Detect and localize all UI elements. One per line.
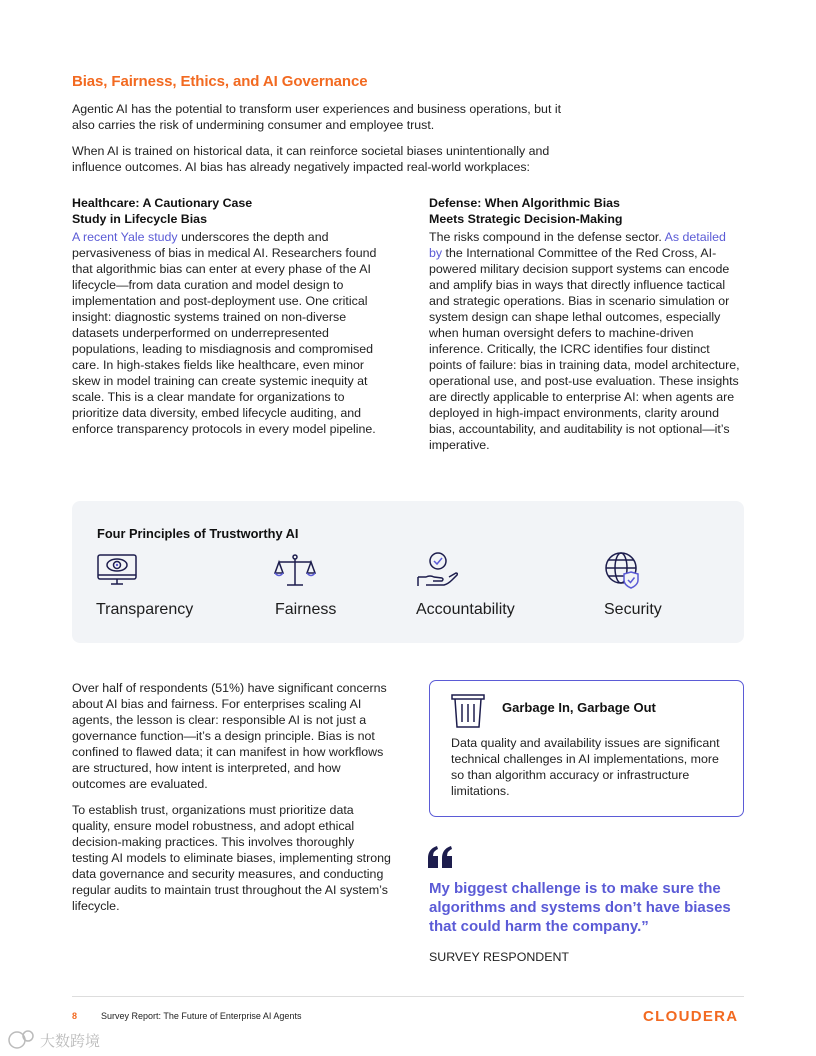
principle-label-security: Security bbox=[604, 601, 662, 618]
intro-paragraph-1: Agentic AI has the potential to transform user experiences and business operations, but it also carries the risk of undermining consumer and employee trust. bbox=[72, 102, 562, 132]
watermark bbox=[6, 1028, 110, 1056]
cloudera-logo: CLOUDERA bbox=[643, 1008, 739, 1025]
trash-can-icon bbox=[451, 691, 485, 734]
section-title: Bias, Fairness, Ethics, and AI Governance bbox=[72, 73, 368, 90]
footer-divider bbox=[72, 996, 744, 997]
principle-transparency bbox=[96, 551, 140, 589]
globe-shield-icon bbox=[604, 551, 644, 591]
hand-check-icon bbox=[416, 551, 460, 591]
defense-body-text: the International Committee of the Red Cross, AI-powered military decision support systems can encode and amplify bias in ways that directly influence tactical and strategic operations. Bias in scenario simulation or system design can shape lethal outcomes, especially when human oversight defers to machine-driven inference. Critically, the ICRC identifies four distinct points of failure: bias in training data, model architecture, operational use, and post-use evaluation. These insights are directly applicable to enterprise AI: when agents are deployed in high-impact environments, clarity around bias, accountability, and auditability is not optional—it’s imperative. bbox=[429, 246, 740, 452]
yale-study-link[interactable]: A recent Yale study bbox=[72, 230, 178, 244]
principle-security bbox=[604, 551, 644, 591]
quote-mark-icon bbox=[428, 846, 454, 873]
defense-body bbox=[429, 229, 741, 453]
principle-label-fairness: Fairness bbox=[275, 601, 337, 618]
monitor-eye-icon bbox=[96, 551, 140, 589]
principle-fairness bbox=[274, 551, 316, 591]
principle-label-accountability: Accountability bbox=[416, 601, 515, 618]
defense-heading bbox=[429, 195, 669, 227]
healthcare-body-text: underscores the depth and pervasiveness of bias in medical AI. Researchers found that algorithmic bias can enter at every phase of the AI lifecycle—from data curation and model design to implementation and post-deployment use. One critical insight: diagnostic systems trained on non-diverse datasets underperformed on underrepresented populations, leading to misdiagnosis and compromised care. In high-stakes fields like healthcare, even minor skew in model training can create systemic inequity at scale. This is a clear mandate for organizations to prioritize data diversity, embed lifecycle auditing, and enforce transparency protocols in every model pipeline. bbox=[72, 230, 377, 436]
report-title: Survey Report: The Future of Enterprise AI Agents bbox=[101, 1011, 302, 1021]
callout-body: Data quality and availability issues are significant technical challenges in AI implementations, more so than algorithm accuracy or infrastructure limitations. bbox=[451, 736, 720, 798]
defense-heading-line-2: Meets Strategic Decision-Making bbox=[429, 212, 623, 226]
principles-title: Four Principles of Trustworthy AI bbox=[97, 526, 299, 541]
intro-paragraph-2: When AI is trained on historical data, it can reinforce societal biases unintentionally and influence outcomes. AI bias has already negatively impacted real-world workplaces: bbox=[72, 144, 550, 174]
watermark-text: 大数跨境 bbox=[40, 1032, 101, 1050]
healthcare-heading-line-1: Healthcare: A Cautionary Case bbox=[72, 196, 253, 210]
defense-body-start: The risks compound in the defense sector. bbox=[429, 230, 665, 244]
page-number: 8 bbox=[72, 1011, 78, 1021]
healthcare-heading bbox=[72, 195, 292, 227]
callout-title: Garbage In, Garbage Out bbox=[502, 700, 656, 715]
healthcare-heading-line-2: Study in Lifecycle Bias bbox=[72, 212, 207, 226]
scales-icon bbox=[274, 551, 316, 591]
defense-heading-line-1: Defense: When Algorithmic Bias bbox=[429, 196, 620, 210]
quote-attribution: SURVEY RESPONDENT bbox=[429, 950, 570, 964]
principle-label-transparency: Transparency bbox=[96, 601, 194, 618]
icrc-link[interactable]: As detailed by bbox=[429, 230, 726, 260]
principle-accountability bbox=[416, 551, 460, 591]
healthcare-body bbox=[72, 229, 384, 437]
trust-paragraph: To establish trust, organizations must prioritize data quality, ensure model robustness, and adopt ethical decision-making practices. This involves thoroughly testing AI models to eliminate biases, implementing strong data governance and security measures, and conducting regular audits to maintain trust throughout the AI system’s lifecycle. bbox=[72, 803, 391, 913]
principles-panel bbox=[72, 501, 744, 643]
garbage-callout bbox=[429, 680, 744, 817]
respondents-paragraph: Over half of respondents (51%) have significant concerns about AI bias and fairness. For enterprises scaling AI agents, the lesson is clear: responsible AI is not just a governance function—it’s a design principle. Bias is not confined to flawed data; it can manifest in how workflows are structured, how intent is interpreted, and how outcomes are evaluated. bbox=[72, 681, 387, 791]
survey-quote: My biggest challenge is to make sure the algorithms and systems don’t have biases that could harm the company.” bbox=[429, 880, 731, 935]
